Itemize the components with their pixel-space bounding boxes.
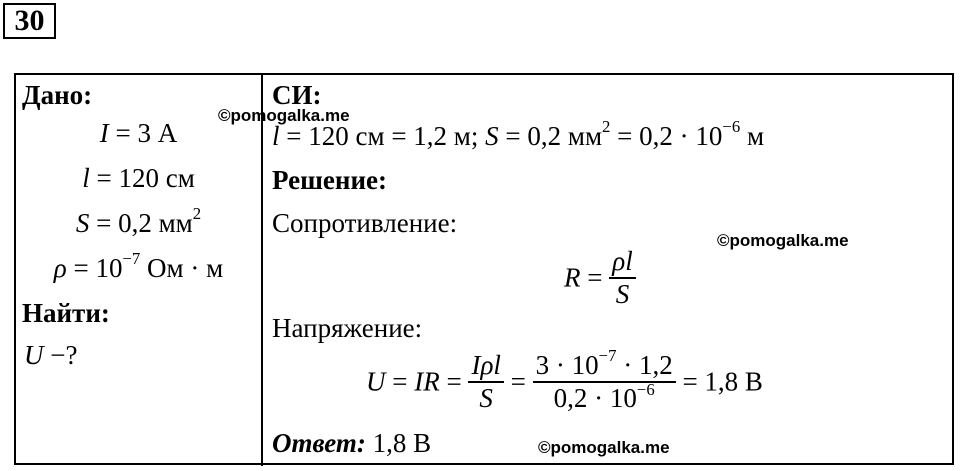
- given-current-value: = 3 А: [108, 118, 178, 148]
- var-l: l: [272, 121, 280, 151]
- given-resistivity-exp: −7: [122, 249, 141, 269]
- var-rho: ρ: [53, 253, 67, 283]
- var-l: l: [82, 163, 90, 193]
- denominator: S: [479, 383, 493, 414]
- fraction-numeric: [533, 346, 676, 414]
- var-u: U: [366, 366, 386, 397]
- si-heading: СИ:: [272, 80, 322, 110]
- fraction-i-rho-l-over-s: [468, 350, 503, 414]
- ir-product: IR: [414, 366, 440, 397]
- num-part-b: · 1,2: [616, 350, 673, 380]
- si-area-conv: = 0,2 мм: [498, 121, 603, 151]
- denominator: S: [615, 279, 630, 310]
- given-area-value: = 0,2 мм: [89, 208, 193, 238]
- numerator: ρl: [609, 246, 635, 279]
- den-exp: −6: [636, 379, 655, 399]
- resistance-label: Сопротивление:: [272, 208, 458, 238]
- answer-label: Ответ:: [272, 428, 366, 458]
- fraction-rho-l-over-s: [609, 246, 635, 310]
- equals-sign: =: [580, 262, 610, 293]
- num-part-a: 3 · 10: [535, 350, 599, 380]
- equals-sign: =: [385, 366, 415, 397]
- answer-value: 1,8 В: [365, 428, 432, 458]
- find-target: [24, 340, 77, 371]
- numeric-denominator: [533, 379, 676, 414]
- watermark: ©pomogalka.me: [538, 438, 670, 457]
- voltage-result: = 1,8 В: [675, 366, 763, 397]
- si-area-exp: 2: [602, 117, 611, 137]
- answer-line: [272, 428, 431, 459]
- given-resistivity-value: = 10: [66, 253, 123, 283]
- watermark: ©pomogalka.me: [717, 231, 849, 250]
- find-heading: Найти:: [22, 298, 110, 328]
- var-i: I: [99, 118, 109, 148]
- find-question: −?: [43, 340, 78, 370]
- given-area-exp: 2: [192, 204, 202, 224]
- si-length-conv: = 120 см = 1,2 м;: [279, 121, 486, 151]
- si-area-exp-2: −6: [722, 117, 741, 137]
- var-r: R: [564, 262, 581, 293]
- equals-sign: =: [503, 366, 533, 397]
- voltage-formula: [366, 346, 763, 414]
- si-area-conv-2: = 0,2 · 10: [610, 121, 723, 151]
- si-area-unit: м: [740, 121, 765, 151]
- var-s: S: [75, 208, 90, 238]
- given-area: [16, 204, 261, 239]
- resistance-formula: [564, 246, 636, 310]
- given-resistivity: [16, 249, 261, 284]
- solution-heading: Решение:: [272, 165, 387, 195]
- num-exp: −7: [598, 346, 617, 366]
- column-divider: [261, 73, 263, 466]
- problem-number: 30: [3, 3, 56, 39]
- watermark: ©pomogalka.me: [218, 106, 350, 125]
- voltage-label: Напряжение:: [272, 313, 423, 343]
- numeric-numerator: [533, 346, 676, 383]
- given-length: [16, 163, 261, 194]
- numerator: Iρl: [468, 350, 503, 383]
- den-part-a: 0,2 · 10: [553, 383, 637, 414]
- given-heading: Дано:: [22, 80, 93, 110]
- equals-sign: =: [439, 366, 469, 397]
- given-resistivity-unit: Ом · м: [140, 253, 224, 283]
- var-u: U: [24, 340, 44, 370]
- var-s: S: [485, 121, 499, 151]
- given-length-value: = 120 см: [89, 163, 195, 193]
